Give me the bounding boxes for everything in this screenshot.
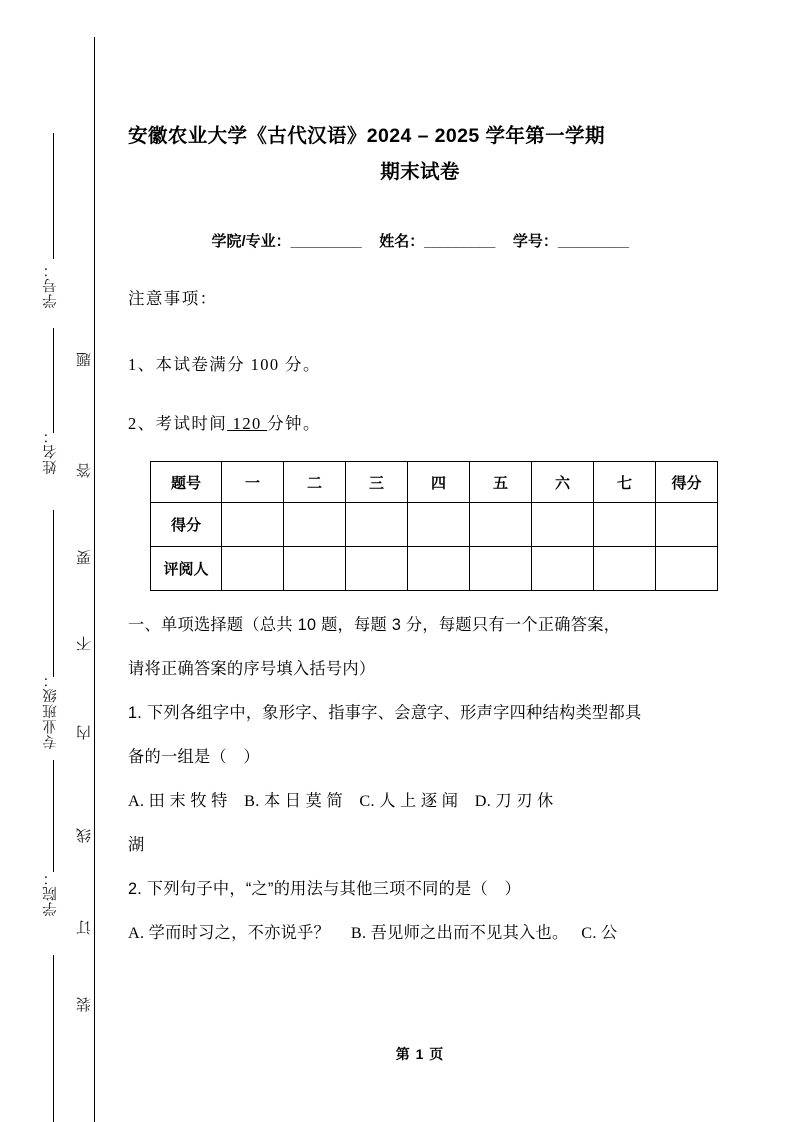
- score-table-header-cell-6: 六: [532, 462, 594, 503]
- notice-item-2-prefix: 2、考试时间: [128, 414, 228, 433]
- binding-field-college: 学院：: [43, 870, 59, 917]
- grader-cell-2-1[interactable]: [222, 547, 284, 591]
- score-table: [150, 461, 718, 591]
- page-title-line-2: 期末试卷: [380, 161, 460, 183]
- notice-item-2-suffix: 分钟。: [267, 414, 321, 433]
- score-table-header-cell-5: 五: [470, 462, 532, 503]
- score-table-header-cell-4: 四: [408, 462, 470, 503]
- question-2-stem-line-1: 2. 下列句子中，“之”的用法与其他三项不同的是（ ）: [128, 880, 522, 898]
- score-cell-1-1[interactable]: [222, 503, 284, 547]
- question-1-stem-line-1: 1. 下列各组字中，象形字、指事字、会意字、形声字四种结构类型都具: [128, 704, 642, 722]
- score-cell-1-2[interactable]: [284, 503, 346, 547]
- score-row-label-grader: 评阅人: [151, 547, 222, 591]
- score-table-header-cell-8: 得分: [656, 462, 718, 503]
- score-cell-1-8[interactable]: [656, 503, 718, 547]
- question-item-1: [128, 691, 712, 867]
- seal-char-xian: 线: [77, 828, 93, 843]
- seal-char-da: 答: [77, 463, 93, 478]
- binding-inner-rule-segment-4: [53, 760, 54, 872]
- grader-cell-2-6[interactable]: [532, 547, 594, 591]
- score-cell-1-7[interactable]: [594, 503, 656, 547]
- binding-field-class: 专业班级：: [43, 672, 59, 750]
- table-row: [151, 503, 718, 547]
- section-heading-line-2: 请将正确答案的序号填入括号内）: [128, 660, 376, 678]
- question-2-options-line-1[interactable]: A. 学而时习之，不亦说乎？ B. 吾见师之出而不见其入也。 C. 公: [128, 924, 618, 942]
- score-table-header-cell-3: 三: [346, 462, 408, 503]
- seal-char-nei: 内: [77, 725, 93, 740]
- grader-cell-2-7[interactable]: [594, 547, 656, 591]
- section-heading-line-1: 一、单项选择题（总共 10 题，每题 3 分，每题只有一个正确答案，: [128, 616, 621, 634]
- page-footer: [128, 1044, 712, 1064]
- paper-content-column: [128, 0, 712, 1122]
- question-1-options-line-2[interactable]: 湖: [128, 836, 145, 854]
- question-1-stem-line-2: 备的一组是（ ）: [128, 748, 260, 766]
- score-cell-1-5[interactable]: [470, 503, 532, 547]
- questions-area: [128, 603, 712, 955]
- binding-inner-rule-segment-1: [53, 133, 54, 259]
- score-table-header-cell-0: 题号: [151, 462, 222, 503]
- seal-char-bu: 不: [77, 636, 93, 651]
- student-id-label: 学号：: [512, 233, 558, 250]
- seal-char-ti: 题: [77, 352, 93, 367]
- student-id-blank[interactable]: _________: [557, 233, 629, 250]
- binding-inner-rule-segment-2: [53, 328, 54, 433]
- score-cell-1-4[interactable]: [408, 503, 470, 547]
- binding-inner-rule-segment-5: [53, 955, 54, 1122]
- binding-inner-rule-segment-3: [53, 510, 54, 677]
- question-1-options-line-1[interactable]: A. 田 末 牧 特 B. 本 日 莫 简 C. 人 上 逐 闻 D. 刀 刃 休: [128, 792, 554, 810]
- exam-duration-value: 120: [227, 414, 268, 433]
- college-major-label: 学院/专业：: [211, 233, 291, 250]
- notice-heading: 注意事项：: [128, 289, 218, 308]
- binding-field-student-id: 学号：: [43, 262, 59, 309]
- page-number-label: 第 1 页: [395, 1046, 445, 1062]
- score-table-header-cell-1: 一: [222, 462, 284, 503]
- grader-cell-2-3[interactable]: [346, 547, 408, 591]
- grader-cell-2-2[interactable]: [284, 547, 346, 591]
- name-blank[interactable]: _________: [424, 233, 495, 250]
- question-item-2: [128, 867, 712, 955]
- seal-char-zhuang: 装: [77, 997, 93, 1012]
- grader-cell-2-8[interactable]: [656, 547, 718, 591]
- score-cell-1-3[interactable]: [346, 503, 408, 547]
- score-table-header-cell-2: 二: [284, 462, 346, 503]
- college-major-blank[interactable]: _________: [290, 233, 362, 250]
- score-table-header-row: [151, 462, 718, 503]
- score-row-label-score: 得分: [151, 503, 222, 547]
- grader-cell-2-4[interactable]: [408, 547, 470, 591]
- section-heading: [128, 603, 712, 691]
- notice-item-1: 1、本试卷满分 100 分。: [128, 355, 321, 374]
- binding-field-name: 姓名：: [43, 428, 59, 475]
- table-row: [151, 547, 718, 591]
- page-title-line-1: 安徽农业大学《古代汉语》2024 – 2025 学年第一学期: [128, 125, 605, 147]
- name-label: 姓名：: [379, 233, 425, 250]
- score-table-header-cell-7: 七: [594, 462, 656, 503]
- student-info-row: [128, 230, 712, 251]
- binding-outer-rule: [94, 37, 95, 1122]
- seal-char-yao: 要: [77, 550, 93, 565]
- seal-char-ding: 订: [77, 920, 93, 935]
- grader-cell-2-5[interactable]: [470, 547, 532, 591]
- notice-item-2: [128, 410, 321, 434]
- score-cell-1-6[interactable]: [532, 503, 594, 547]
- paper-title-block: [128, 118, 712, 190]
